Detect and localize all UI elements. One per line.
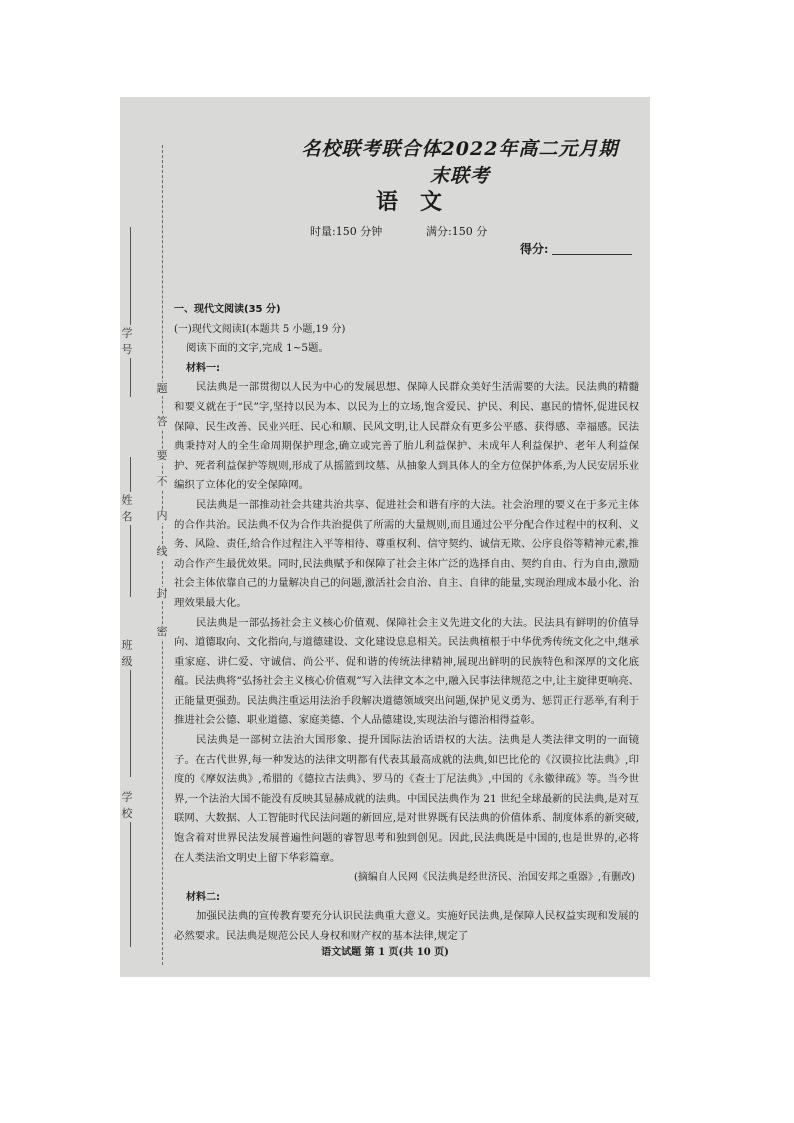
score-blank <box>552 254 632 255</box>
score-field <box>520 240 632 257</box>
subject-title: 语文 <box>375 189 464 215</box>
class-line <box>130 657 131 777</box>
reading-section <box>174 300 639 947</box>
paragraph: 民法典是一部树立法治大国形象、提升国际法治话语权的大法。法典是人类法律文明的一面镜子。在古代世界,每一种发达的法律文明都有代表其最高成就的法典,如巴比伦的《汉谟拉比法典》,印度的《摩奴法典》,希腊的《德拉古法典》、罗马的《查士丁尼法典》,中国的《永徽律疏》等。当今世界,一个法治大国不能没有反映其显赫成就的法典。中国民法典作为 21 世纪全球最新的民法典,是对互联网、大数据、人工智能时代民法问题的新回应,是对世界既有民法典的价值体系、制度体系的新突破,饱含着对世界民法发展普遍性问题的睿智思考和独到创见。因此,民法典既是中国的,也是世界的,必将在人类法治文明史上留下华彩篇章。 <box>174 734 639 864</box>
name-line <box>130 457 131 597</box>
paragraph: 民法典是一部贯彻以人民为中心的发展思想、保障人民群众美好生活需要的大法。民法典的精髓和要义就在于“民”字,坚持以民为本、以民为上的立场,饱含爱民、护民、利民、惠民的情怀,促进民权保障、民生改善、民业兴旺、民心和顺、民风文明,让人民群众有更多公平感、获得感、幸福感。民法典秉持对人的全生命周期保护理念,确立或完善了胎儿利益保护、未成年人利益保护、老年人利益保护、死者利益保护等规则,形成了从摇篮到坟墓、从抽象人到具体人的全方位保护体系,为人民安居乐业编织了立体化的安全保障网。 <box>174 381 639 492</box>
seal-word: 封 <box>156 587 168 600</box>
school-label: 学 校 <box>120 791 133 820</box>
instruction: 阅读下面的文字,完成 1~5题。 <box>186 342 329 355</box>
seal-word: 答 <box>156 415 168 428</box>
number-line <box>130 227 131 397</box>
score-label: 得分: <box>520 242 549 256</box>
source-citation: (摘编自人民网《民法典是经世济民、治国安邦之重器》,有删改) <box>354 872 635 884</box>
seal-word: 密 <box>156 625 168 638</box>
material2-label: 材料二: <box>186 891 220 903</box>
sub-heading: (一)现代文阅读Ⅰ(本题共 5 小题,19 分) <box>174 323 346 335</box>
page-footer: 语文试题 第 1 页(共 10 页) <box>321 947 449 958</box>
section-heading: 一、现代文阅读(35 分) <box>174 304 281 315</box>
exam-title: 名校联考联合体2022年高二元月期末联考 <box>301 138 619 187</box>
school-line <box>130 817 131 947</box>
seal-word: 内 <box>156 509 168 522</box>
exam-paper <box>120 97 650 977</box>
seal-word: 要 <box>156 449 168 462</box>
class-label: 班 级 <box>120 639 133 668</box>
seal-word: 线 <box>156 545 168 558</box>
seal-word: 题 <box>156 382 168 395</box>
time-limit: 时量:150 分钟 <box>310 225 383 238</box>
name-label: 姓 名 <box>120 494 133 523</box>
material1-label: 材料一: <box>186 362 220 374</box>
seal-word: 不 <box>156 475 168 488</box>
number-label: 学 号 <box>120 327 133 356</box>
binding-margin <box>120 97 176 977</box>
paragraph: 民法典是一部推动社会共建共治共享、促进社会和谐有序的大法。社会治理的要义在于多元主体的合作共治。民法典不仅为合作共治提供了所需的大量规则,而且通过公平分配合作过程中的权利、义务、风险、责任,给合作过程注入平等相待、尊重权利、信守契约、诚信无欺、公序良俗等精神元素,推动合作产生最优效果。同时,民法典赋予和保障了社会主体广泛的选择自由、契约自由、行为自由,激励社会主体依靠自己的力量解决自己的问题,激活社会自治、自主、自律的能量,实现治理成本最小化、治理效果最大化。 <box>174 498 639 609</box>
paragraph: 加强民法典的宣传教育要充分认识民法典重大意义。实施好民法典,是保障人民权益实现和发展的必然要求。民法典是规范公民人身权和财产权的基本法律,规定了 <box>174 910 639 942</box>
paragraph: 民法典是一部弘扬社会主义核心价值观、保障社会主义先进文化的大法。民法具有鲜明的价值导向、道德取向、文化指向,与道德建设、文化建设息息相关。民法典植根于中华优秀传统文化之中,继承重家庭、讲仁爱、守诚信、尚公平、促和谐的传统法律精神,展现出鲜明的民族特色和深厚的文化底蕴。民法典将“弘扬社会主义核心价值观”写入法律文本之中,融入民事法律规范之中,让主旋律更响亮、正能量更强劲。民法典注重运用法治手段解决道德领域突出问题,保护见义勇为、惩罚正行恶举,有利于推进社会公德、职业道德、家庭美德、个人品德建设,实现法治与德治相得益彰。 <box>174 616 639 727</box>
full-score: 满分:150 分 <box>426 225 488 238</box>
